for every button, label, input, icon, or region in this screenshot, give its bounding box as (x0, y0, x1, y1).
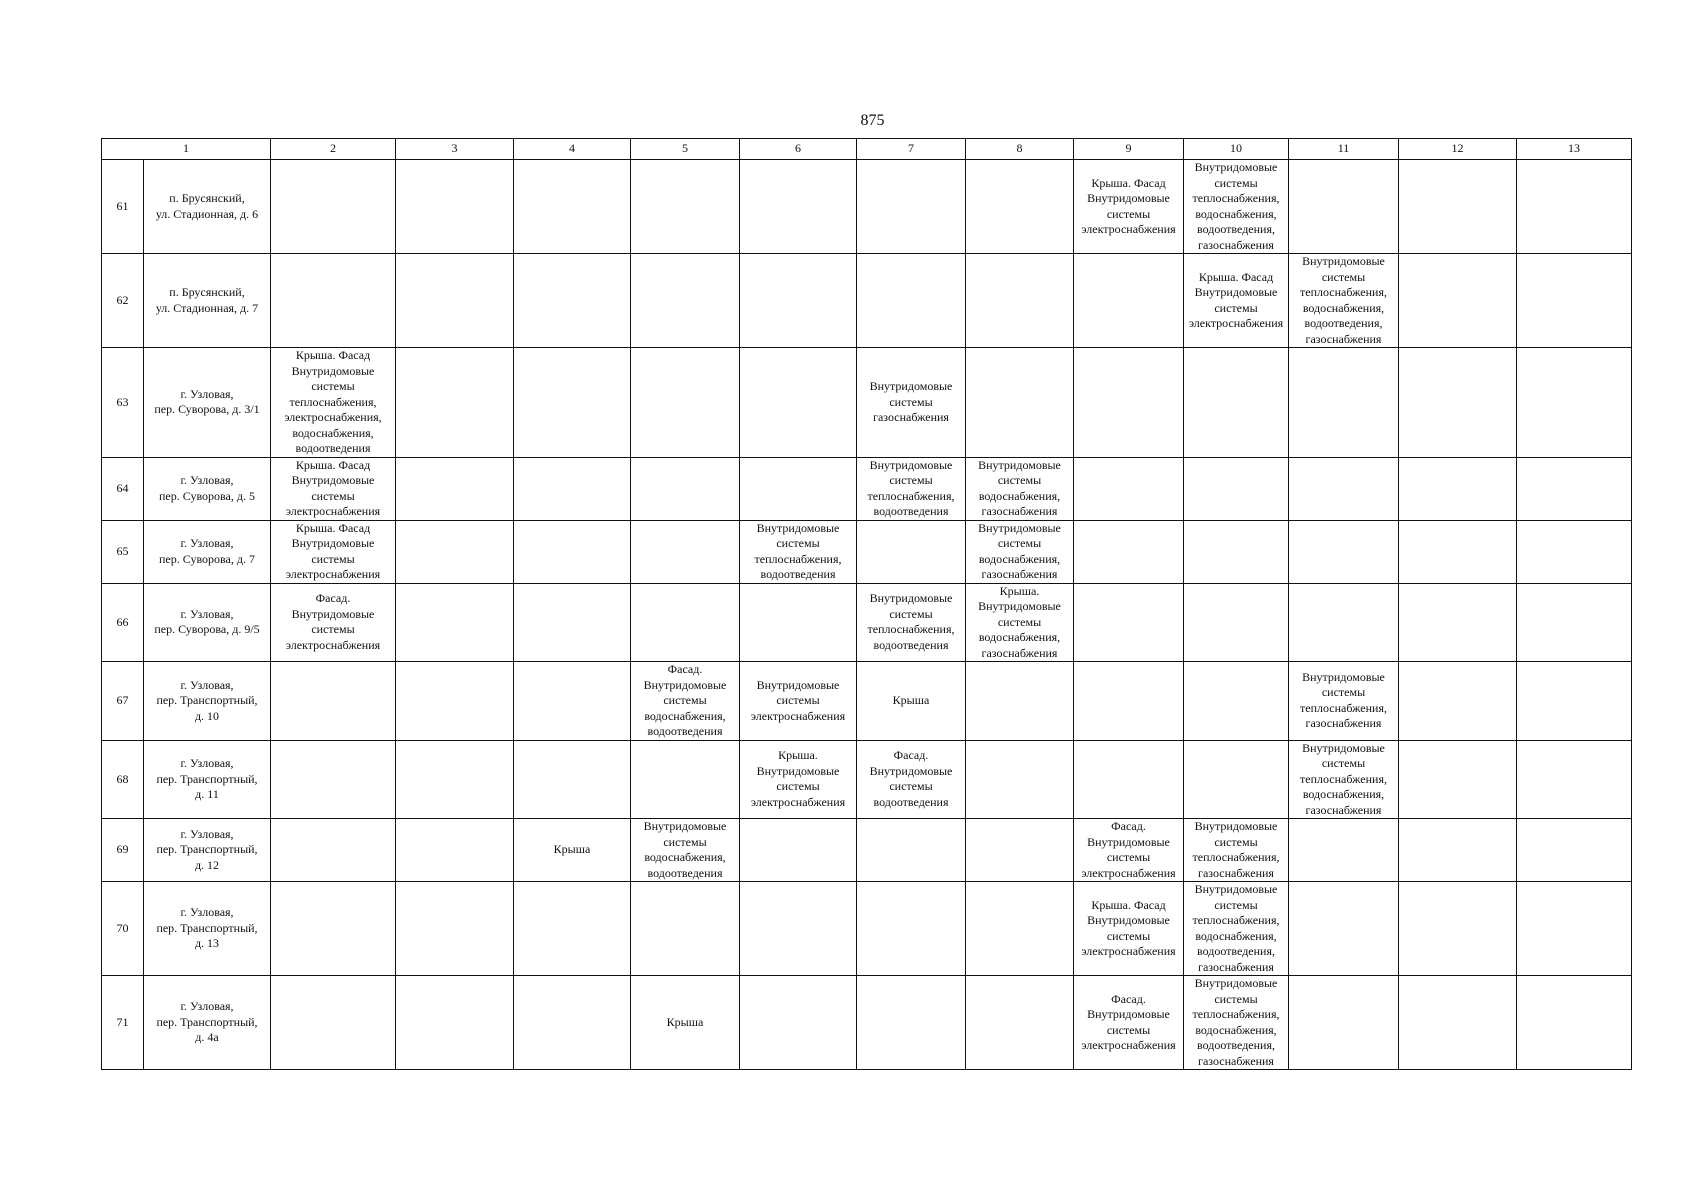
column-header: 2 (271, 139, 396, 160)
work-text: Внутридомовые системы теплоснабжения, водоснабжения, газоснабжения (1300, 740, 1387, 817)
work-cell (966, 457, 1074, 520)
work-cell (740, 254, 857, 348)
address-text: г. Узловая, пер. Суворова, д. 3/1 (154, 386, 260, 417)
work-cell (1517, 583, 1632, 662)
work-text: Внутридомовые системы теплоснабжения, водоотведения (867, 591, 955, 652)
work-cell (1289, 662, 1399, 741)
work-text: Внутридомовые системы теплоснабжения, водоснабжения, водоотведения, газоснабжения (1192, 976, 1280, 1068)
work-cell (514, 976, 631, 1070)
address-cell (144, 662, 271, 741)
work-cell (631, 976, 740, 1070)
work-cell (1399, 662, 1517, 741)
work-cell (271, 819, 396, 882)
table-row (102, 976, 1632, 1070)
work-cell (966, 348, 1074, 458)
work-text: Крыша. Фасад Внутридомовые системы электроснабжения (1188, 269, 1284, 330)
work-cell (396, 160, 514, 254)
work-cell (740, 976, 857, 1070)
work-cell (1074, 740, 1184, 819)
work-cell (1074, 254, 1184, 348)
work-cell (1399, 740, 1517, 819)
work-cell (1184, 520, 1289, 583)
column-header: 12 (1399, 139, 1517, 160)
work-cell (396, 520, 514, 583)
work-text: Крыша. Фасад Внутридомовые системы электроснабжения (1081, 897, 1176, 958)
work-cell (396, 254, 514, 348)
work-cell (631, 520, 740, 583)
address-text: г. Узловая, пер. Суворова, д. 7 (159, 536, 255, 566)
work-cell (631, 457, 740, 520)
work-text: Внутридомовые системы газоснабжения (869, 379, 953, 424)
work-cell (1399, 457, 1517, 520)
work-cell (514, 740, 631, 819)
work-cell (966, 976, 1074, 1070)
address-cell (144, 160, 271, 254)
work-cell (966, 740, 1074, 819)
work-cell (396, 819, 514, 882)
work-cell (514, 583, 631, 662)
work-text: Внутридомовые системы теплоснабжения, водоснабжения, водоотведения, газоснабжения (1300, 254, 1387, 346)
work-text: Крыша. Фасад Внутридомовые системы электроснабжения (1081, 175, 1176, 236)
work-cell (857, 662, 966, 741)
work-cell (1517, 254, 1632, 348)
address-cell (144, 882, 271, 976)
table-row (102, 662, 1632, 741)
column-header: 10 (1184, 139, 1289, 160)
work-cell (514, 457, 631, 520)
table-row (102, 882, 1632, 976)
row-number: 64 (102, 457, 144, 520)
work-text: Крыша (666, 1014, 704, 1029)
row-number: 71 (102, 976, 144, 1070)
work-cell (857, 882, 966, 976)
work-text: Фасад. Внутридомовые системы водоотведения (869, 748, 953, 809)
address-cell (144, 976, 271, 1070)
row-number: 67 (102, 662, 144, 741)
row-number: 70 (102, 882, 144, 976)
work-cell (1184, 819, 1289, 882)
work-cell (1074, 520, 1184, 583)
work-cell (514, 882, 631, 976)
work-cell (1399, 976, 1517, 1070)
page-number: 875 (860, 112, 885, 129)
work-cell (631, 662, 740, 741)
row-number: 68 (102, 740, 144, 819)
work-text: Внутридомовые системы электроснабжения (750, 677, 846, 723)
work-cell (631, 254, 740, 348)
row-number: 63 (102, 348, 144, 458)
work-cell (271, 160, 396, 254)
work-cell (631, 348, 740, 458)
address-text: г. Узловая, пер. Транспортный, д. 12 (156, 826, 258, 872)
work-cell (1074, 583, 1184, 662)
work-cell (1074, 882, 1184, 976)
column-header: 1 (102, 139, 271, 160)
work-cell (1517, 740, 1632, 819)
work-text: Фасад. Внутридомовые системы водоснабжения, водоотведения (643, 662, 727, 738)
row-number: 69 (102, 819, 144, 882)
work-cell (396, 740, 514, 819)
row-number: 66 (102, 583, 144, 662)
header-row (102, 139, 1632, 160)
address-cell (144, 520, 271, 583)
work-cell (1074, 457, 1184, 520)
work-cell (1184, 882, 1289, 976)
work-cell (966, 882, 1074, 976)
work-cell (1517, 348, 1632, 458)
work-cell (1517, 976, 1632, 1070)
column-header: 8 (966, 139, 1074, 160)
work-cell (966, 520, 1074, 583)
work-cell (1289, 348, 1399, 458)
work-text: Фасад. Внутридомовые системы электроснабжения (285, 591, 381, 652)
work-cell (1184, 662, 1289, 741)
work-cell (631, 819, 740, 882)
work-cell (1399, 819, 1517, 882)
column-header: 4 (514, 139, 631, 160)
work-cell (857, 819, 966, 882)
work-cell (396, 882, 514, 976)
address-cell (144, 740, 271, 819)
work-text: Крыша. Фасад Внутридомовые системы теплоснабжения, электроснабжения, водоснабжения, водоотведения (284, 348, 382, 455)
work-cell (857, 520, 966, 583)
work-cell (1074, 348, 1184, 458)
work-cell (396, 662, 514, 741)
address-cell (144, 457, 271, 520)
work-cell (966, 160, 1074, 254)
work-cell (857, 583, 966, 662)
table-body (102, 160, 1632, 1070)
work-cell (1289, 882, 1399, 976)
address-cell (144, 819, 271, 882)
work-cell (1399, 160, 1517, 254)
work-text: Внутридомовые системы теплоснабжения, водоотведения (867, 457, 955, 518)
column-header: 11 (1289, 139, 1399, 160)
work-cell (271, 662, 396, 741)
work-cell (514, 662, 631, 741)
row-number: 61 (102, 160, 144, 254)
table-row (102, 160, 1632, 254)
work-cell (1517, 160, 1632, 254)
work-cell (1289, 740, 1399, 819)
work-cell (514, 254, 631, 348)
work-cell (1289, 520, 1399, 583)
work-cell (1517, 662, 1632, 741)
work-cell (514, 520, 631, 583)
work-cell (1184, 457, 1289, 520)
column-header: 13 (1517, 139, 1632, 160)
column-header: 6 (740, 139, 857, 160)
work-cell (1399, 520, 1517, 583)
work-cell (740, 348, 857, 458)
work-cell (1289, 254, 1399, 348)
work-cell (271, 882, 396, 976)
work-cell (514, 348, 631, 458)
work-cell (514, 819, 631, 882)
work-cell (396, 457, 514, 520)
address-text: г. Узловая, пер. Транспортный, д. 10 (156, 677, 258, 723)
work-text: Внутридомовые системы теплоснабжения, водоотведения (754, 520, 842, 581)
work-cell (514, 160, 631, 254)
work-cell (1074, 160, 1184, 254)
work-cell (966, 662, 1074, 741)
work-cell (740, 882, 857, 976)
column-header: 7 (857, 139, 966, 160)
work-cell (1184, 254, 1289, 348)
work-text: Внутридомовые системы водоснабжения, водоотведения (643, 819, 727, 880)
table-row (102, 457, 1632, 520)
work-cell (857, 348, 966, 458)
row-number: 65 (102, 520, 144, 583)
work-cell (1517, 819, 1632, 882)
work-cell (1184, 160, 1289, 254)
work-cell (1289, 160, 1399, 254)
work-cell (740, 520, 857, 583)
work-text: Внутридомовые системы теплоснабжения, водоснабжения, водоотведения, газоснабжения (1192, 160, 1280, 252)
work-cell (1184, 583, 1289, 662)
address-cell (144, 254, 271, 348)
work-cell (966, 583, 1074, 662)
table-row (102, 254, 1632, 348)
work-cell (740, 819, 857, 882)
work-cell (1074, 976, 1184, 1070)
work-cell (271, 976, 396, 1070)
work-cell (1074, 662, 1184, 741)
work-text: Фасад. Внутридомовые системы электроснабжения (1081, 991, 1176, 1052)
work-cell (1517, 457, 1632, 520)
work-cell (271, 348, 396, 458)
work-text: Крыша (892, 693, 930, 707)
work-cell (396, 583, 514, 662)
address-text: г. Узловая, пер. Суворова, д. 5 (159, 473, 255, 503)
address-text: п. Брусянский, ул. Стадионная, д. 7 (155, 285, 259, 315)
work-cell (857, 457, 966, 520)
work-cell (396, 976, 514, 1070)
work-cell (740, 662, 857, 741)
table-header (102, 139, 1632, 160)
work-cell (271, 457, 396, 520)
column-header: 3 (396, 139, 514, 160)
table-row (102, 819, 1632, 882)
address-text: п. Брусянский, ул. Стадионная, д. 6 (155, 191, 259, 221)
work-text: Внутридомовые системы теплоснабжения, водоснабжения, водоотведения, газоснабжения (1192, 882, 1280, 974)
work-cell (740, 583, 857, 662)
column-header: 9 (1074, 139, 1184, 160)
table-row (102, 348, 1632, 458)
work-text: Крыша. Фасад Внутридомовые системы электроснабжения (285, 457, 381, 518)
work-cell (271, 740, 396, 819)
address-cell (144, 348, 271, 458)
work-cell (1184, 740, 1289, 819)
work-cell (631, 882, 740, 976)
work-text: Внутридомовые системы теплоснабжения, газоснабжения (1192, 819, 1280, 880)
work-cell (1074, 819, 1184, 882)
work-cell (857, 740, 966, 819)
work-cell (631, 740, 740, 819)
work-text: Крыша. Фасад Внутридомовые системы электроснабжения (285, 520, 381, 581)
address-cell (144, 583, 271, 662)
work-cell (857, 160, 966, 254)
work-cell (271, 583, 396, 662)
work-cell (396, 348, 514, 458)
address-text: г. Узловая, пер. Транспортный, д. 4а (156, 999, 258, 1045)
work-text: Крыша. Внутридомовые системы электроснабжения (750, 748, 846, 809)
work-text: Крыша (553, 842, 591, 857)
work-cell (631, 160, 740, 254)
work-cell (1289, 976, 1399, 1070)
work-text: Внутридомовые системы водоснабжения, газоснабжения (978, 457, 1061, 518)
work-cell (271, 520, 396, 583)
work-cell (271, 254, 396, 348)
work-cell (631, 583, 740, 662)
work-cell (1399, 348, 1517, 458)
address-text: г. Узловая, пер. Транспортный, д. 11 (156, 756, 258, 801)
work-cell (1517, 520, 1632, 583)
work-text: Внутридомовые системы теплоснабжения, газоснабжения (1300, 669, 1387, 731)
work-text: Фасад. Внутридомовые системы электроснабжения (1081, 819, 1176, 880)
table-row (102, 583, 1632, 662)
work-cell (1289, 457, 1399, 520)
work-cell (966, 819, 1074, 882)
work-cell (1289, 819, 1399, 882)
work-cell (1289, 583, 1399, 662)
work-cell (740, 457, 857, 520)
row-number: 62 (102, 254, 144, 348)
work-cell (1184, 348, 1289, 458)
table-row (102, 740, 1632, 819)
work-cell (740, 160, 857, 254)
work-cell (1399, 583, 1517, 662)
work-text: Крыша. Внутридомовые системы водоснабжения, газоснабжения (978, 583, 1061, 660)
work-cell (740, 740, 857, 819)
column-header: 5 (631, 139, 740, 160)
address-text: г. Узловая, пер. Транспортный, д. 13 (156, 905, 258, 951)
work-cell (1399, 882, 1517, 976)
work-cell (857, 976, 966, 1070)
work-cell (1184, 976, 1289, 1070)
address-text: г. Узловая, пер. Суворова, д. 9/5 (154, 606, 260, 637)
work-text: Внутридомовые системы водоснабжения, газоснабжения (978, 520, 1061, 581)
work-cell (966, 254, 1074, 348)
work-cell (1517, 882, 1632, 976)
table-row (102, 520, 1632, 583)
work-schedule-table (101, 138, 1632, 1070)
work-cell (857, 254, 966, 348)
work-cell (1399, 254, 1517, 348)
